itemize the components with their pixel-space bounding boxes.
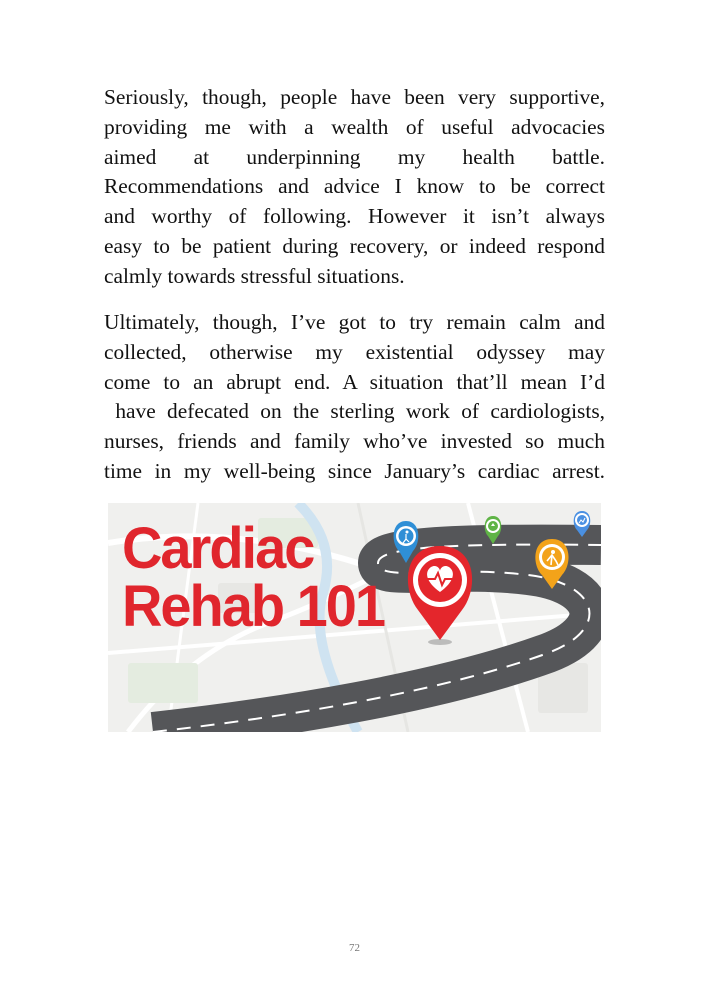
- nutrition-icon: [488, 521, 498, 531]
- cardiac-rehab-figure: [108, 503, 601, 732]
- text-line: nurses, friends and family who’ve invested so much: [104, 429, 605, 454]
- text-line: Recommendations and advice I know to be correct: [104, 174, 605, 199]
- paragraph-1: [104, 83, 605, 292]
- text-line: easy to be patient during recovery, or indeed respond: [104, 233, 605, 258]
- page-number: 72: [349, 942, 360, 954]
- text-line: time in my well-being since January’s cardiac arrest.: [104, 458, 605, 483]
- text-line: aimed at underpinning my health battle.: [104, 144, 605, 169]
- text-line: and worthy of following. However it isn’t always: [104, 204, 605, 229]
- progress-chart-icon: [577, 515, 587, 525]
- text-line: providing me with a wealth of useful advocacies: [104, 114, 605, 139]
- text-line: calmly towards stressful situations.: [104, 263, 405, 288]
- paragraph-2: [104, 308, 605, 487]
- exercise-icon: [542, 547, 562, 567]
- text-line: come to an abrupt end. A situation that’ll mean I’d: [104, 369, 605, 394]
- text-line: Ultimately, though, I’ve got to try remain calm and: [104, 310, 605, 334]
- figure-title-line-1: Cardiac: [122, 515, 314, 582]
- text-line: collected, otherwise my existential odyssey may: [104, 339, 605, 364]
- figure-title-line-2: Rehab 101: [122, 573, 385, 640]
- text-line: Seriously, though, people have been very supportive,: [104, 85, 605, 109]
- stretch-icon: [399, 529, 414, 544]
- text-line: have defecated on the sterling work of cardiologists,: [104, 399, 605, 424]
